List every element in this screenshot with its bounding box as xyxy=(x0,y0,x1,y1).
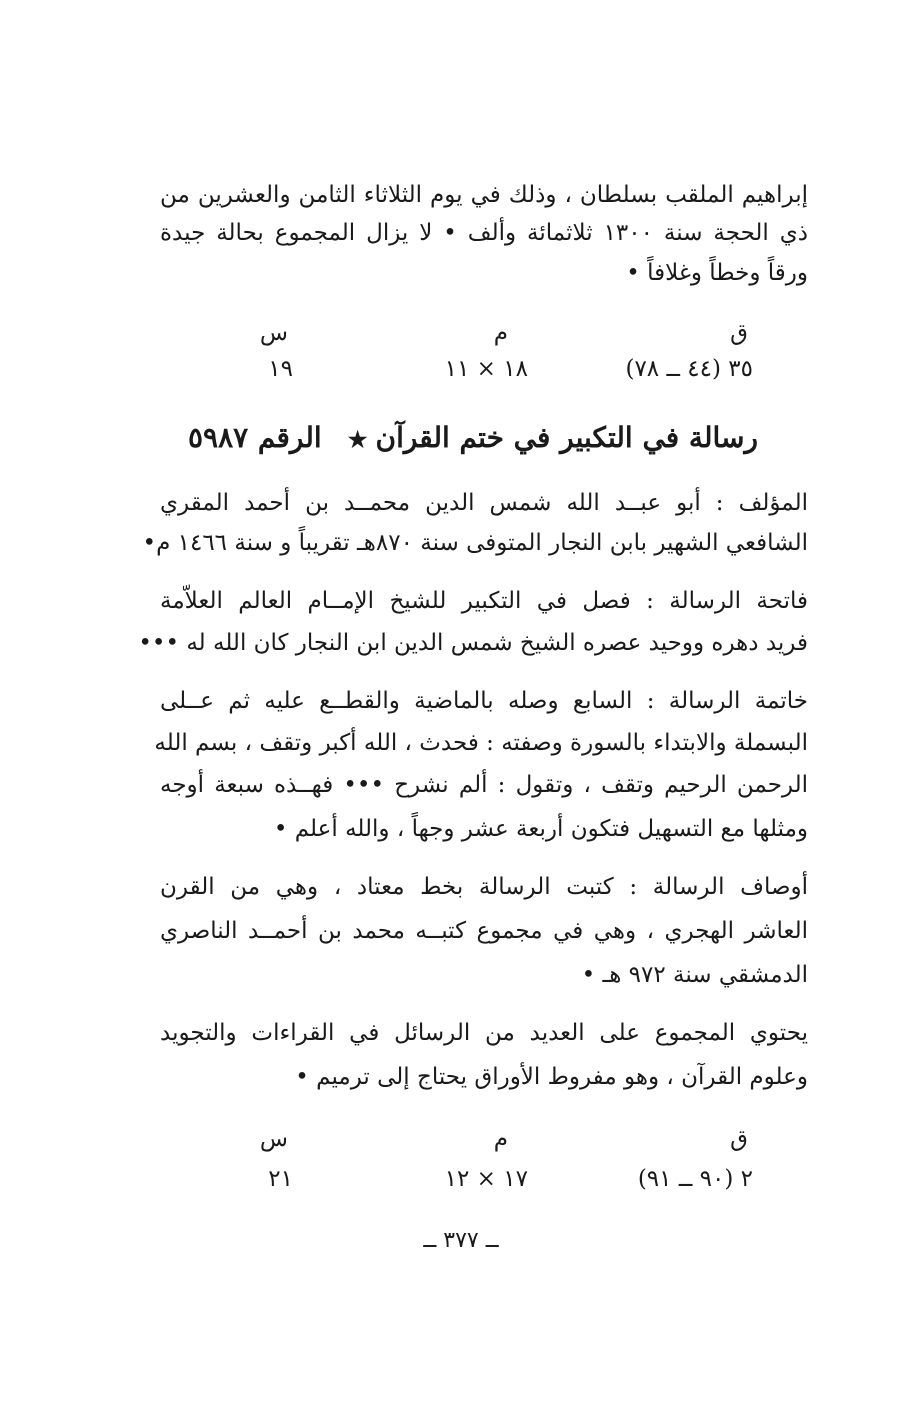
measure-2-q-value: ٢ (٩٠ ــ ٩١) xyxy=(637,1166,753,1192)
author-line-2: الشافعي الشهير بابن النجار المتوفى سنة ٨٧٠هـ تقريباً و سنة ١٤٦٦ م• xyxy=(142,530,808,556)
measure-2-values xyxy=(160,1162,808,1196)
page-number: ــ ٣٧٧ ــ xyxy=(423,1228,499,1253)
entry-title-group xyxy=(348,416,758,462)
measure-2-q-label: ق xyxy=(730,1126,748,1152)
measure-1-s-value: ١٩ xyxy=(268,356,293,382)
measure-1-s-label: س xyxy=(259,320,288,346)
measure-2-m-value: ١٧ × ١٢ xyxy=(444,1166,528,1192)
closing-text-line-4: ومثلها مع التسهيل فتكون أربعة عشر وجهاً ، والله أعلم • xyxy=(273,816,808,842)
measure-1-m-label: م xyxy=(493,320,508,346)
measure-2-labels xyxy=(160,1122,808,1156)
opening-line-1: إبراهيم الملقب بسلطان ، وذلك في يوم الثلاثاء الثامن والعشرين من xyxy=(160,182,808,208)
measure-1-q-value: ٣٥ (٤٤ ــ ٧٨) xyxy=(625,356,753,382)
measure-2-s-value: ٢١ xyxy=(268,1166,293,1192)
opening-line-2: ذي الحجة سنة ١٣٠٠ ثلاثمائة وألف • لا يزال المجموع بحالة جيدة xyxy=(160,220,808,246)
author-line-1: المؤلف : أبو عبــد الله شمس الدين محمــد بن أحمد المقري xyxy=(160,490,808,516)
measure-2-s-label: س xyxy=(259,1126,288,1152)
entry-heading xyxy=(160,416,808,460)
opening-text-line-2: فريد دهره ووحيد عصره الشيخ شمس الدين ابن النجار كان الله له ••• xyxy=(138,630,808,656)
description-line-3: الدمشقي سنة ٩٧٢ هـ • xyxy=(581,962,808,988)
entry-number: الرقم ٥٩٨٧ xyxy=(188,421,322,454)
opening-line-3: ورقاً وخطاً وغلافاً • xyxy=(626,260,808,286)
contents-line-1: يحتوي المجموع على العديد من الرسائل في القراءات والتجويد xyxy=(160,1020,808,1046)
opening-text-line-1: فاتحة الرسالة : فصل في التكبير للشيخ الإمــام العالم العلاّمة xyxy=(160,588,808,614)
measure-1-q-label: ق xyxy=(730,320,748,346)
description-line-2: العاشر الهجري ، وهي في مجموع كتبــه محمد بن أحمــد الناصري xyxy=(160,918,808,944)
entry-title: رسالة في التكبير في ختم القرآن xyxy=(375,421,758,454)
star-icon: ★ xyxy=(347,427,368,453)
measure-1-labels xyxy=(160,316,808,350)
closing-text-line-3: الرحمن الرحيم وتقف ، وتقول : ألم نشرح ••• فهــذه سبعة أوجه xyxy=(160,772,808,798)
closing-text-line-2: البسملة والابتداء بالسورة وصفته : فحدث ، الله أكبر وتقف ، بسم الله xyxy=(154,730,808,756)
measure-2-m-label: م xyxy=(493,1126,508,1152)
contents-line-2: وعلوم القرآن ، وهو مفروط الأوراق يحتاج إلى ترميم • xyxy=(295,1064,808,1090)
measure-1-m-value: ١٨ × ١١ xyxy=(444,356,528,382)
closing-text-line-1: خاتمة الرسالة : السابع وصله بالماضية والقطــع عليه ثم عــلى xyxy=(160,688,808,714)
description-line-1: أوصاف الرسالة : كتبت الرسالة بخط معتاد ، وهي من القرن xyxy=(160,874,808,900)
measure-1-values xyxy=(160,352,808,386)
